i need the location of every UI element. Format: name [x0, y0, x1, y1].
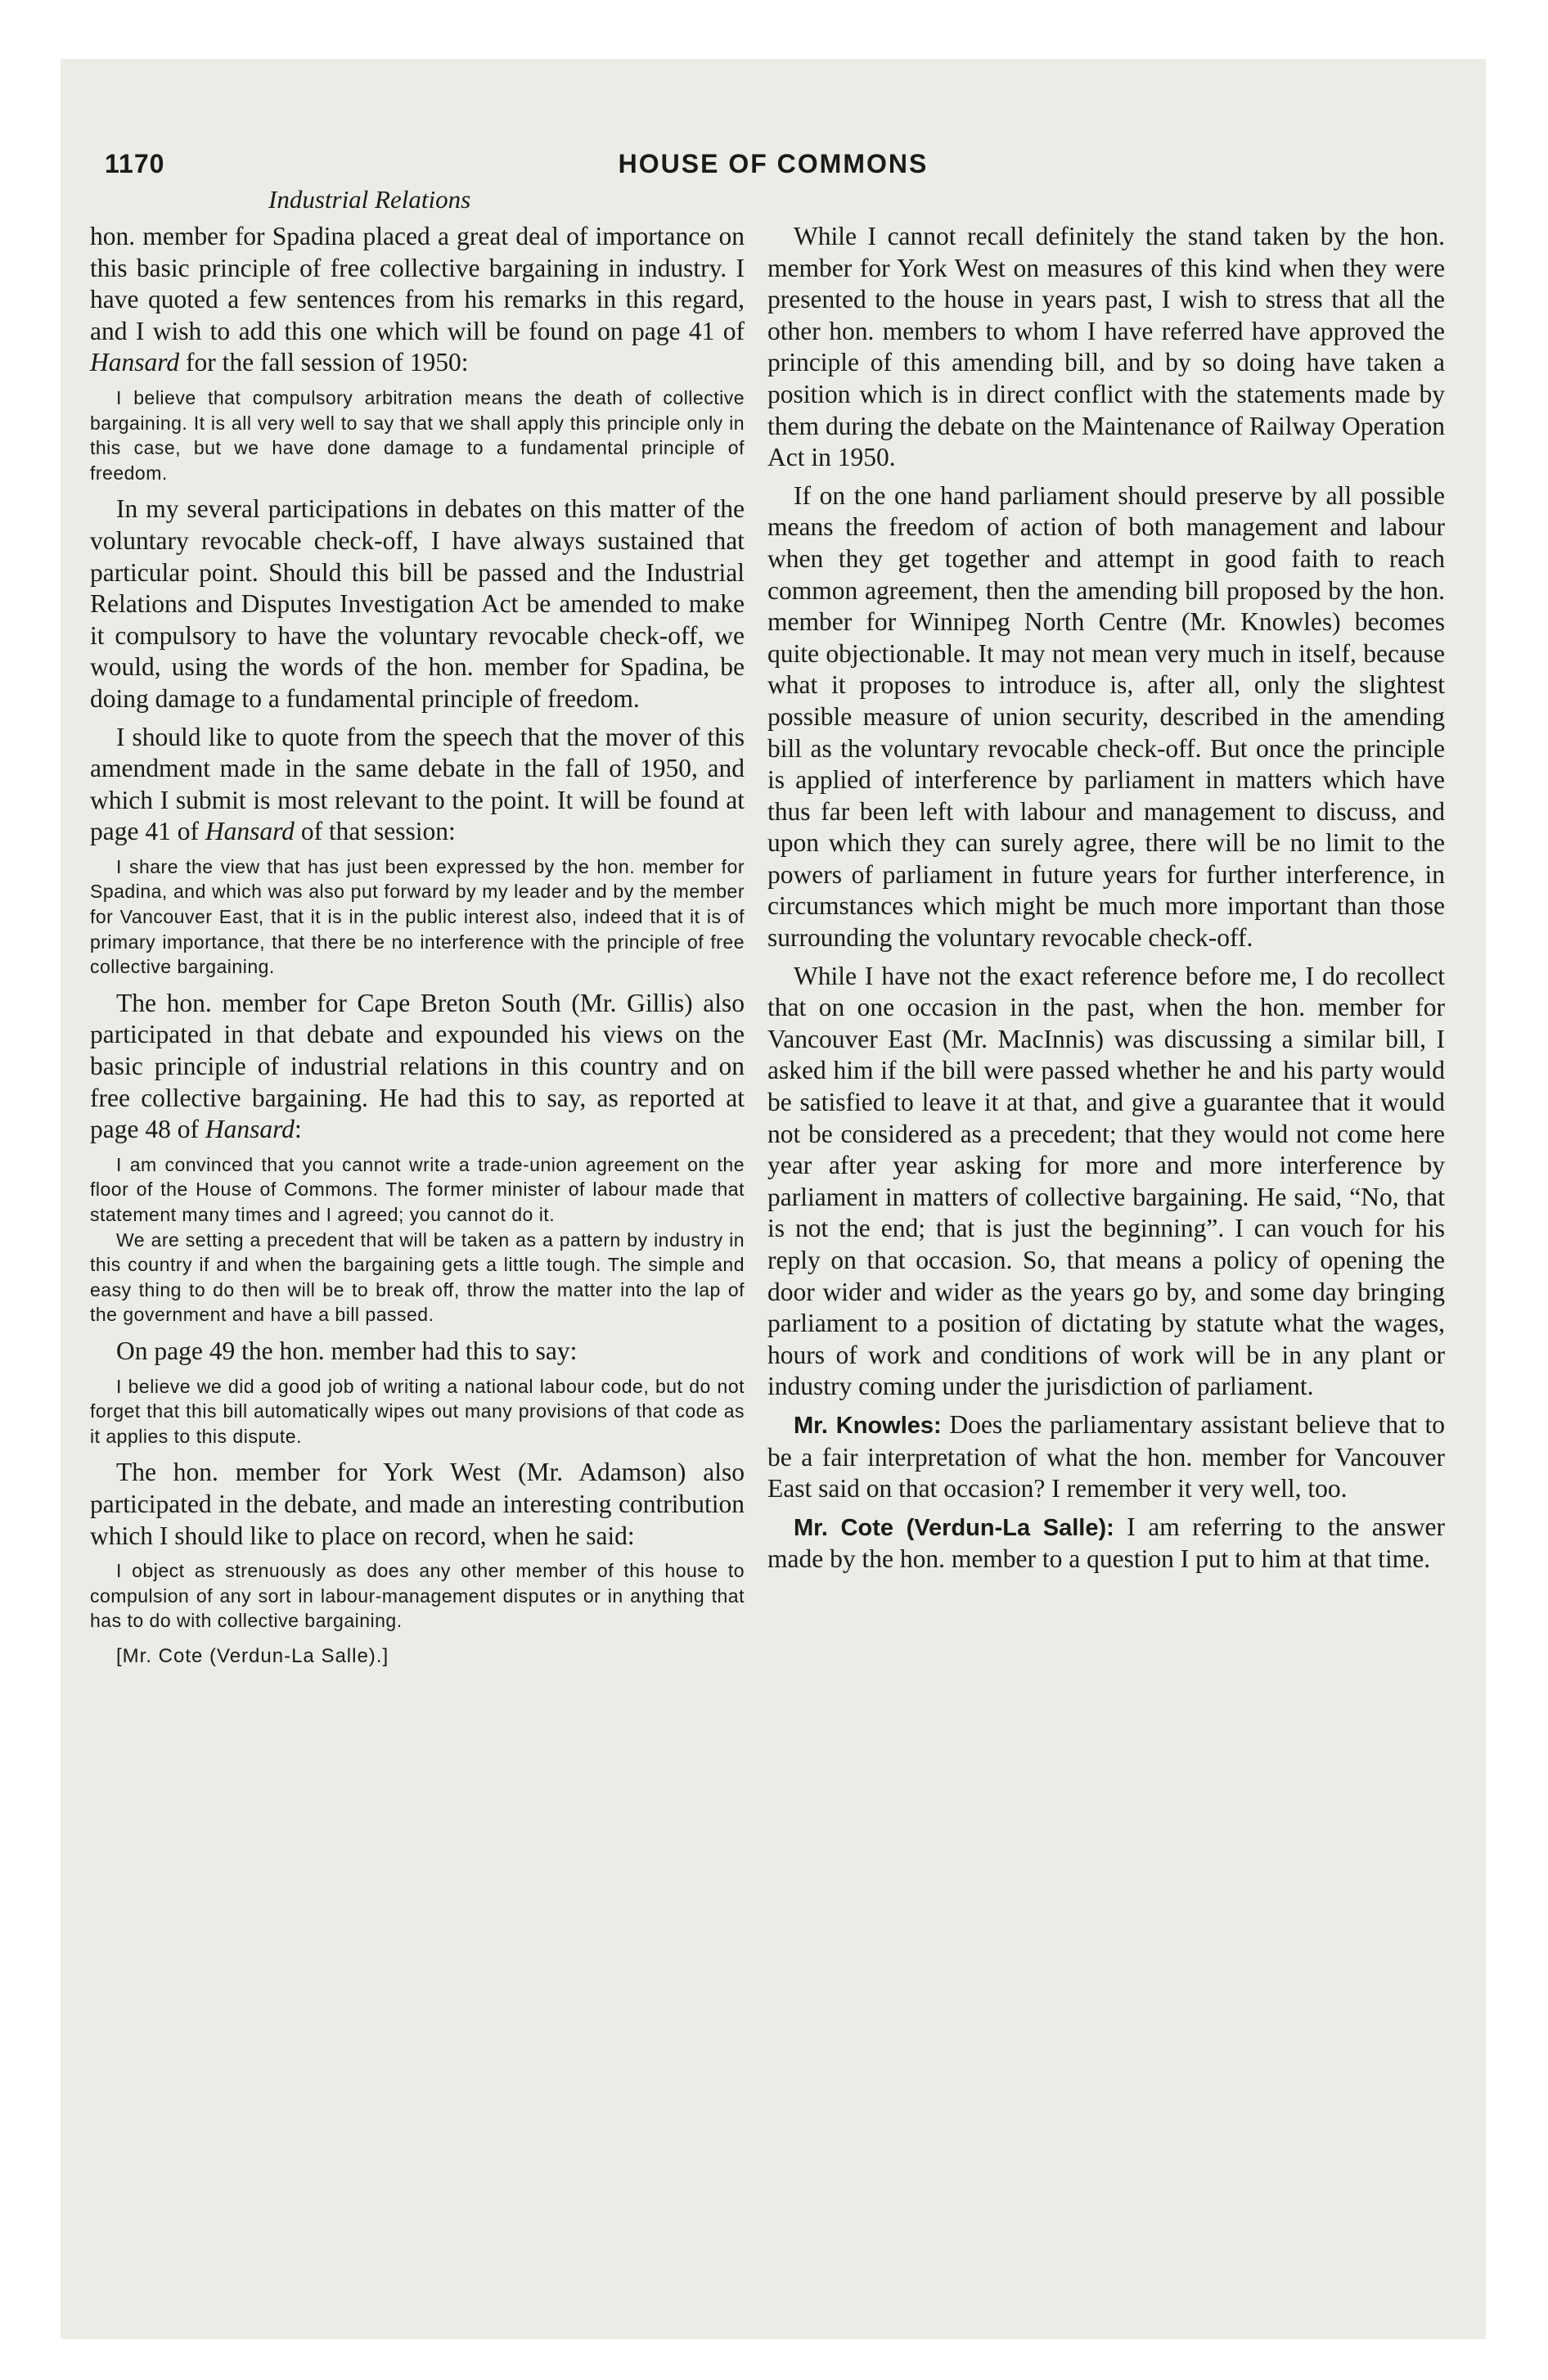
- running-head: HOUSE OF COMMONS: [618, 149, 929, 178]
- speech: Mr. Knowles: Does the parliamentary assistant believe that to be a fair interpretation of what the hon. member for Vancouver East said on that occasion? I remember it very well, too.: [767, 1409, 1446, 1503]
- paragraph: If on the one hand parliament should preserve by all possible means the freedom of action of both management and labour when they get together and attempt in good faith to reach common agreement, then the amending bill proposed by the hon. member for Winnipeg North Centre (Mr. Knowles) becomes quite objectionable. It may not mean very much in itself, because what it proposes to introduce is, after all, only the slightest possible measure of union security, described in the amending bill as the voluntary revocable check-off. But once the principle is applied of interference by parliament in matters which have thus far been left with labour and management to discuss, and upon which they can surely agree, there will be no limit to the powers of parliament in future years for further interference, in circumstances which might be much more important than those surrounding the voluntary revocable check-off.: [767, 480, 1445, 953]
- paragraph: While I cannot recall definitely the stand taken by the hon. member for York West on measures of this kind when they were presented to the house in years past, I wish to stress that all the other hon. members to whom I have referred have approved the principle of this amending bill, and by so doing have taken a position which is in direct conflict with the statements made by them during the debate on the Maintenance of Railway Operation Act in 1950.: [767, 222, 1445, 472]
- right-column: [767, 221, 1445, 1582]
- paragraph: In my several participations in debates on this matter of the voluntary revocable check-off, I have always sustained that particular point. Should this bill be passed and the Industrial Relations and Disputes Investigation Act be amended to make it compulsory to have the voluntary revocable check-off, we would, using the words of the hon. member for Spadina, be doing damage to a fundamental principle of freedom.: [90, 494, 745, 713]
- paragraph: I should like to quote from the speech that the mover of this amendment made in the same debate in the fall of 1950, and which I submit is most relevant to the point. It will be found at page 41 of Hansard of that session:: [90, 722, 745, 846]
- speech: Mr. Cote (Verdun-La Salle): I am referring to the answer made by the hon. member to a question I put to him at that time.: [767, 1512, 1446, 1574]
- speaker-name: Mr. Cote (Verdun-La Salle):: [794, 1514, 1114, 1541]
- speaker-name: Mr. Knowles:: [794, 1412, 942, 1439]
- quotation: I object as strenuously as does any other member of this house to compulsion of any sort in labour-management disputes or in anything that has to do with collective bargaining.: [90, 1560, 745, 1632]
- paragraph: On page 49 the hon. member had this to say:: [116, 1336, 578, 1365]
- paragraph: While I have not the exact reference before me, I do recollect that on one occasion in the past, when the hon. member for Vancouver East (Mr. MacInnis) was discussing a similar bill, I asked him if the bill were passed whether he and his party would be satisfied to leave it at that, and give a guarantee that it would not be considered as a precedent; that they would not come here year after year asking for more and more interference by parliament in matters of collective bargaining. He said, “No, that is not the end; that is just the beginning”. I can vouch for his reply on that occasion. So, that means a policy of opening the door wider and wider as the years go by, and some day bringing parliament to a position of dictating by statute what the wages, hours of work and conditions of work will be in any plant or industry coming under the jurisdiction of parliament.: [767, 961, 1445, 1401]
- subject-heading: Industrial Relations: [268, 185, 471, 214]
- page-number: 1170: [105, 149, 165, 178]
- quotation: I believe that compulsory arbitration means the death of collective bargaining. It is all very well to say that we shall apply this principle only in this case, but we have done damage to a fundamental principle of freedom.: [90, 386, 745, 484]
- paragraph: The hon. member for York West (Mr. Adamson) also participated in the debate, and made an interesting contribution which I should like to place on record, when he said:: [90, 1458, 745, 1550]
- paragraph: hon. member for Spadina placed a great deal of importance on this basic principle of free collective bargaining in industry. I have quoted a few sentences from his remarks in this regard, and I wish to add this one which will be found on page 41 of Hansard for the fall session of 1950:: [90, 222, 745, 377]
- speaker-footer-note: [Mr. Cote (Verdun-La Salle).]: [116, 1644, 389, 1667]
- scanned-page: [61, 59, 1486, 2339]
- quotation: I share the view that has just been expressed by the hon. member for Spadina, and which was also put forward by my leader and by the member for Vancouver East, that it is in the public interest also, indeed that it is of primary importance, that there be no interference with the principle of free collective bargaining.: [90, 855, 745, 978]
- left-column: [90, 221, 745, 1668]
- page-header: [61, 149, 1486, 190]
- quotation: I am convinced that you cannot write a trade-union agreement on the floor of the House of Commons. The former minister of labour made that statement many times and I agreed; you cannot do it. We are setting a precedent that will be taken as a pattern by industry in this country if and when the bargaining gets a little tough. The simple and easy thing to do then will be to break off, throw the matter into the lap of the government and have a bill passed.: [90, 1153, 745, 1326]
- quotation: I believe we did a good job of writing a national labour code, but do not forget that this bill automatically wipes out many provisions of that code as it applies to this dispute.: [90, 1375, 745, 1447]
- paragraph: The hon. member for Cape Breton South (Mr. Gillis) also participated in that debate and expounded his views on the basic principle of industrial relations in this country and on free collective bargaining. He had this to say, as reported at page 48 of Hansard:: [90, 988, 745, 1144]
